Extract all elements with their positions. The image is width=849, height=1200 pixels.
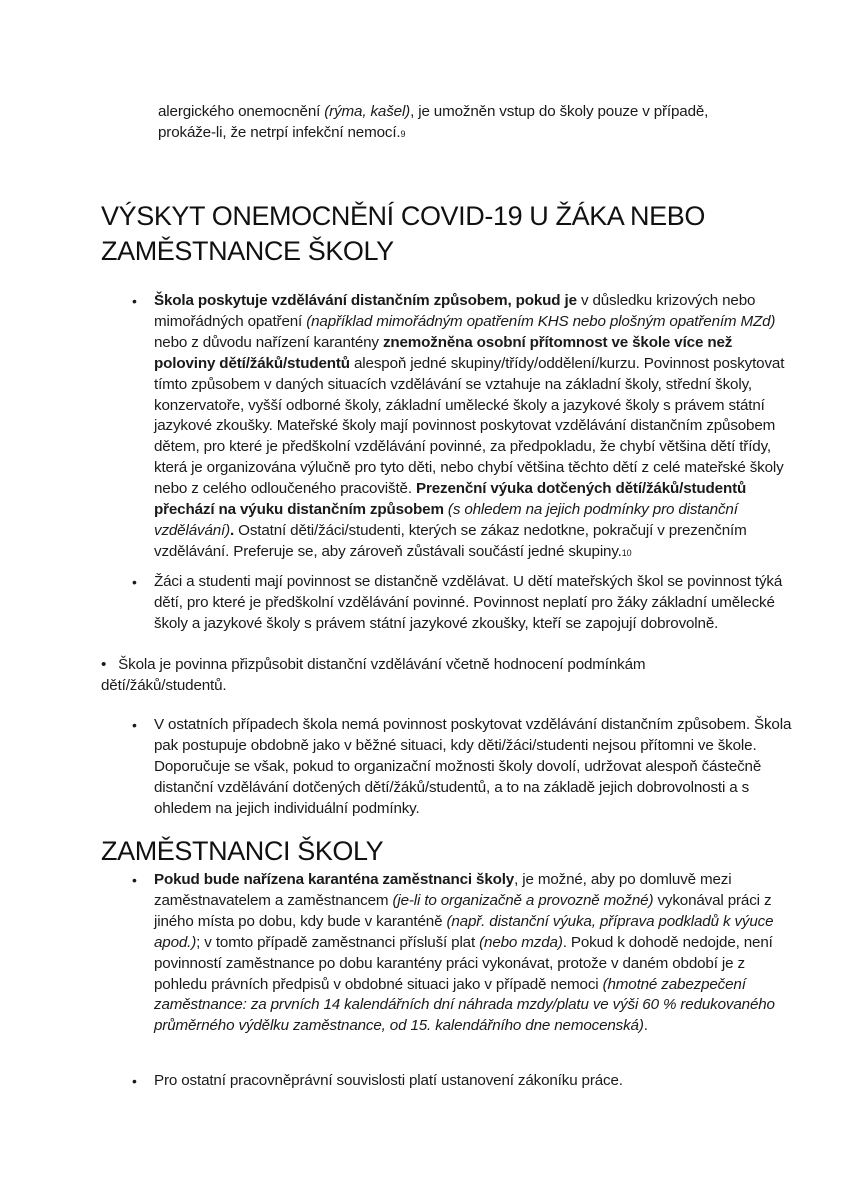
bullet-icon: •	[132, 1073, 137, 1089]
bullet-icon: •	[101, 656, 107, 673]
intro-line-1: alergického onemocnění (rýma, kašel), je umožněn vstup do školy pouze v případě,	[158, 103, 709, 120]
bullet-icon: •	[132, 717, 137, 733]
list-item: • V ostatních případech škola nemá povinnost poskytovat vzdělávání distančním způsobem. Škola pak postupuje obdobně jako v běžné situaci, kdy děti/žáci/studenti nejsou přítomni ve škole. Doporučuje se však, pokud to organizační možnosti školy dovolí, udržovat alespoň částečně distanční vzdělávání dotčených dětí/žáků/studentů, a to na základě jejich dobrovolnosti a s ohledem na jejich individuální podmínky.	[132, 716, 792, 817]
intro-line-2: prokáže-li, že netrpí infekční nemocí.9	[158, 123, 406, 141]
section-heading-employees: ZAMĚSTNANCI ŠKOLY	[101, 836, 384, 866]
footnote-ref[interactable]: 9	[400, 128, 406, 139]
footnote-ref[interactable]: 10	[621, 547, 632, 558]
intro-paragraph	[158, 102, 778, 145]
list-item: • Škola je povinna přizpůsobit distanční vzdělávání včetně hodnocení podmínkám dětí/žáků/studentů.	[101, 656, 646, 694]
list-item: • Žáci a studenti mají povinnost se distančně vzdělávat. U dětí mateřských škol se povinnost týká dětí, pro které je předškolní vzdělávání povinné. Povinnost neplatí pro žáky základní umělecké školy a jazykové školy s právem státní jazykové zkoušky, kteří se zapojují dobrovolně.	[132, 573, 783, 632]
bullet-icon: •	[132, 574, 137, 590]
list-item: • Pro ostatní pracovněprávní souvislosti platí ustanovení zákoníku práce.	[154, 1071, 794, 1092]
bullet-icon: •	[132, 872, 137, 888]
bullet-icon: •	[132, 293, 137, 309]
section-heading-covid: VÝSKYT ONEMOCNĚNÍ COVID-19 U ŽÁKA NEBO ZAMĚSTNANCE ŠKOLY	[101, 201, 705, 266]
list-item: • Pokud bude nařízena karanténa zaměstnanci školy, je možné, aby po domluvě mezi zaměstnavatelem a zaměstnancem (je-li to organizačně a provozně možné) vykonával práci z jiného místa po dobu, kdy bude v karanténě (např. distanční výuka, příprava podkladů k výuce apod.); v tomto případě zaměstnanci přísluší plat (nebo mzda). Pokud k dohodě nedojde, není povinností zaměstnance po dobu karantény práci vykonávat, protože v daném období je z pohledu právních předpisů v obdobné situaci jako v případě nemoci (hmotné zabezpečení zaměstnance: za prvních 14 kalendářních dní náhrada mzdy/platu ve výši 60 % redukovaného průměrného výdělku zaměstnance, od 15. kalendářního dne nemocenská).	[132, 871, 775, 1035]
list-item: • Škola poskytuje vzdělávání distančním způsobem, pokud je v důsledku krizových nebo mimořádných opatření (například mimořádným opatřením KHS nebo plošným opatřením MZd) nebo z důvodu nařízení karantény znemožněna osobní přítomnost ve škole více než poloviny dětí/žáků/studentů alespoň jedné skupiny/třídy/oddělení/kurzu. Povinnost poskytovat tímto způsobem v daných situacích vzdělávání se vztahuje na základní školy, střední školy, konzervatoře, vyšší odborné školy, základní umělecké školy a jazykové školy s právem státní jazykové zkoušky. Mateřské školy mají povinnost poskytovat vzdělávání distančním způsobem dětem, pro které je předškolní vzdělávání povinné, za předpokladu, že chybí většina dětí třídy, která je organizována výlučně pro tyto děti, nebo chybí většina těchto dětí z celé mateřské školy nebo z celého odloučeného pracoviště. Prezenční výuka dotčených dětí/žáků/studentů přechází na výuku distančním způsobem (s ohledem na jejich podmínky pro distanční vzdělávání). Ostatní děti/žáci/studenti, kterých se zákaz nedotkne, pokračují v prezenčním vzdělávání. Preferuje se, aby zároveň zůstávali součástí jedné skupiny.10	[132, 292, 785, 560]
